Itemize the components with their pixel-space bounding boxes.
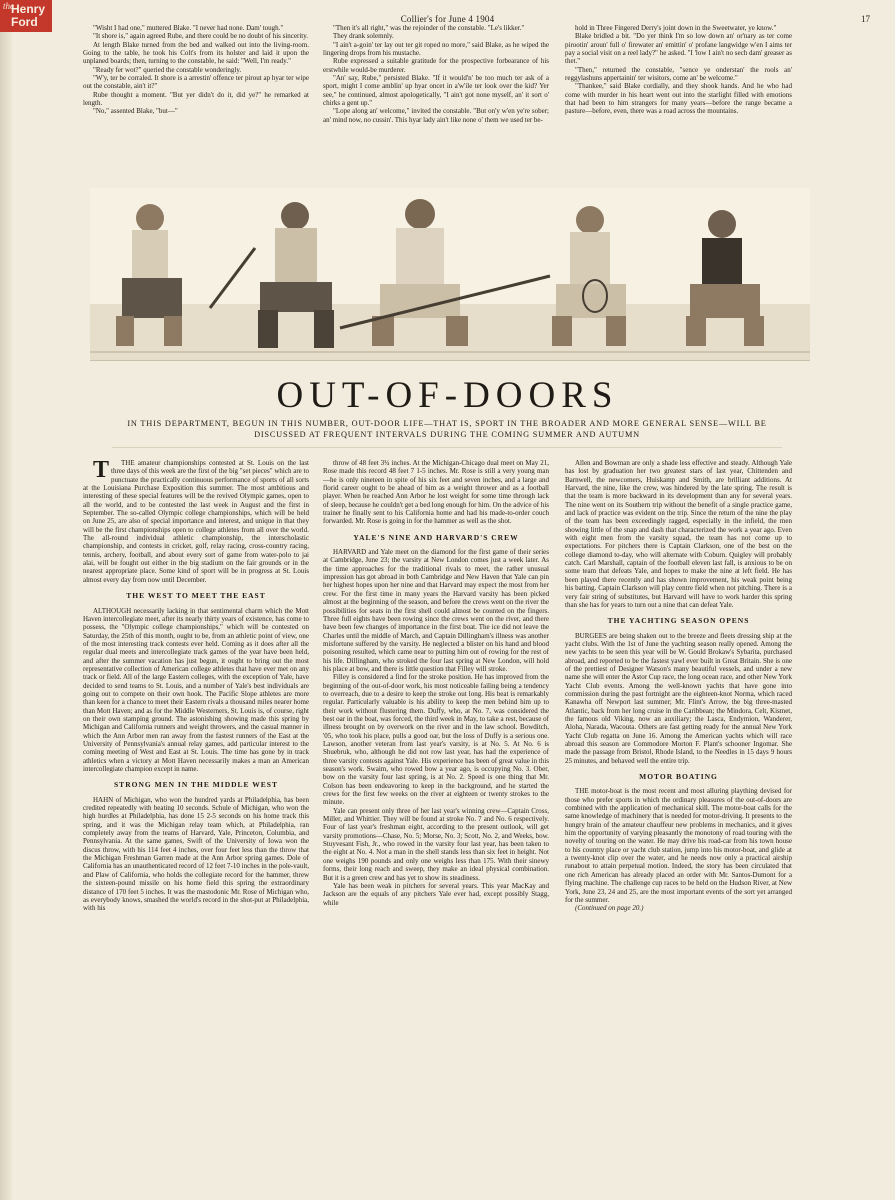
story-paragraph: "W'y, ter be corraled. It shore is a arrestin' offence ter pirout ap hyar ter wipe out the constable, ain't it?" — [83, 74, 309, 91]
story-paragraph: "Lope along an' welcome," invited the constable. "But on'y w'en ye're sober; an' mind now, no cussin'. This hyar lady ain't like none o' them we used ter be- — [323, 107, 549, 124]
article-heading: YALE'S NINE AND HARVARD'S CREW — [353, 532, 519, 542]
drop-cap-letter: T — [93, 459, 110, 483]
story-column-1 — [83, 24, 309, 190]
story-paragraph: "Wisht I had one," muttered Blake. "I never had none. Dam' tough." — [93, 24, 284, 32]
story-column-3 — [565, 24, 792, 190]
article-paragraph: BURGEES are being shaken out to the breeze and fleets dressing ship at the yacht clubs. With the 1st of June the yachting season really opened. Among the new yachts to be seen this year will be W. Gould Brokaw's Sybarita, purchased abroad, and reported to be the fastest yawl ever built in Great Britain. She is one of the prettiest of Designer Watson's many beautiful vessels, and under a new name she will enter the Astor Cup race, the long ocean race, and other New York Yacht Club events. Among the well-known yachts that have gone into commission during the past fortnight are the eighteen-knot Norma, which raced Kanawha off Newport last summer; Mr. Flint's Arrow, the big three-masted Atlantic, back from her long cruise in the Caribbean; the Mindora, Celt, Kismet, the famous old Viking, now an auxiliary; the Lasca, Endymion, Wanderer, Aloha, Narada, Wacouta. Others are fast getting ready for the annual New York Yacht Club regatta on June 16. Among the American yachts which will race abroad this season are Commodore Morton F. Plant's schooner Ingomar. She made the passage from Bristol, Rhode Island, to the Needles in 15 days 9 hours 25 minutes, and behaved well the entire trip. — [565, 631, 792, 765]
story-paragraph: "No," assented Blake, "but—" — [93, 107, 178, 116]
article-heading: THE YACHTING SEASON OPENS — [607, 616, 750, 626]
story-paragraph: "Then it's all right," was the rejoinder of the constable. "Le's likker." — [333, 24, 525, 32]
article-heading: THE WEST TO MEET THE EAST — [126, 591, 266, 601]
article-paragraph: throw of 48 feet 3¾ inches. At the Michigan-Chicago dual meet on May 21, Rose made this record 48 feet 7 1-5 inches. Mr. Rose is still a very young man—he is only nineteen in spite of his six feet and seven inches, and a large and florid career ought to be ahead of him as a weight thrower and as a football player. When he reached Ann Arbor he lost weight for some time through lack of sleep, because he couldn't get a bed long enough for him. On the advice of his trainer he finally sent to his California home and had his made-to-order couch forwarded. Mr. Rose is going in for the hammer as well as the shot. — [323, 459, 549, 526]
article-paragraph: Yale can present only three of her last year's winning crew—Captain Cross, Miller, and Whittier. They will be found at stroke No. 7 and No. 6 respectively. Four of last year's freshman eight, according to the present outlook, will get varsity promotions—Chase, No. 5; Morse, No. 3; Scott, No. 2, and Weeks, bow. Stuyvesant Fish, Jr., who rowed in the varsity four last year, has been taken to the eight at No. 4. Not a man in the shell stands less than six feet in height. Not one weighs 190 pounds and only one weighs less than 175. With their sinewy forms, their long reach and sweep, they make an ideal physical combination. But it is a green crew and has yet to show its steadiness. — [323, 806, 549, 882]
article-column-3 — [565, 459, 792, 1109]
article-paragraph: Yale has been weak in pitchers for several years. This year MacKay and Jackson are the equals of any pitchers Yale ever had, except possibly Stagg, while — [323, 881, 549, 907]
story-paragraph: "An' say, Rube," persisted Blake. "If it would'n' be too much ter ask of a sport, might I come amblin' up hyar oncet in a'w'ile ter look over the kid? Yer see," he continued, almost apologetically, "I ain't got none myself, an' it sort o' chirks a gent up." — [323, 74, 549, 108]
article-paragraph: ALTHOUGH necessarily lacking in that sentimental charm which the Mott Haven intercollegiate meet, after its nearly thirty years of existence, has come to possess, the "Olympic college championships," which will be contested on Saturday, the 25th of this month, ought to be, from an athletic point of view, one of the most interesting track contests ever held. Coming as it does after all the regular dual meets and intercollegiate track games of the year have been held, and after the summer vacation has just begun, it ought to bring out the most representative collection of American college athletes that have ever met on any track or field. All of the large Eastern colleges, with the exception of Yale, have decided to send teams to St. Louis, and a number of Yale's best individuals are going out to compete on their own hook. The Pacific Slope athletes are more than keen for a chance to meet their Eastern rivals a thousand miles nearer home than Mott Haven; and as for the Middle Westerners, St. Louis is, of course, right on their own stamping ground. The astonishing showing made this spring by Michigan and California runners and weight throwers, and the casual manner in which the Ann Arbor men ran away from the fastest runners of the East at the University of Pennsylvania's annual relay games, add particular interest to the coming meeting of West and East at St. Louis. The time has gone by in track athletics when a victory at Mott Haven necessarily makes a man an American intercollegiate champion except in name. — [83, 606, 309, 774]
story-paragraph: At length Blake turned from the bed and walked out into the living-room. Going to the table, he took his Colt's from its holster and laid it upon the unplaned boards; then, turning to the constable, he said: "Well, I'm ready." — [83, 40, 309, 66]
story-paragraph: "Thankee," said Blake cordially, and they shook hands. And he who had come with murder in his heart went out into the starlight filled with emotions that had been to him strangers for many years—before the range became a pasture—before, even, there was a road across the mountains. — [565, 82, 792, 116]
athletes-drawing — [90, 188, 810, 360]
publication-title: Collier's for June 4 1904 — [400, 14, 495, 24]
story-paragraph: "Ready fer wot?" queried the constable wonderingly. — [93, 65, 242, 74]
story-paragraph: Blake bridled a bit. "Do yer think I'm so low down an' or'nary as ter come pirootin' aroun' full o' firewater an' emittin' o' profane langwidge w'en I aims ter pay a social visit on a reel lady?" he asked. "I 'low I ain't no sech dam' greaser as thet." — [565, 32, 792, 66]
story-paragraph: "Then," returned the constable, "sence ye onderstan' the rools an' reggylashuns appertainin' ter wisitors, come an' be welcome." — [565, 65, 792, 83]
article-paragraph: THE motor-boat is the most recent and most alluring plaything devised for those who prefer sports in which the ordinary pleasures of the out-of-doors are combined with the application of mechanical skill. The motor-boat calls for the same knowledge of machinery that is needed for motor-driving. It presents to the hungry brain of the amateur chauffeur new problems in mechanics, and it gives him the opportunity of varying pleasantly the monotony of road touring with the novelty of touring on the water. He may drive his road-car from his town house to his country place or yacht club station, jump into his motor-boat, and glide at a twenty-knot clip over the water, and he needs now only a practical airship runabout to attain perpetual motion. Indeed, the story has been circulated that one rich American has already placed an order with Mr. Santos-Dumont for a flying machine. The challenge cup races to be held on the Hudson River, at New York, June 23, 24 and 25, are the most important events of the sort yet arranged for the summer. — [565, 787, 792, 904]
article-column-2 — [323, 459, 549, 1109]
article-heading: MOTOR BOATING — [639, 772, 718, 782]
article-column-1 — [83, 459, 309, 1109]
logo-the: the — [3, 1, 14, 11]
article-paragraph: Filley is considered a find for the stroke position. He has improved from the beginning of the out-of-door work, his most noticeable failing being a tendency to overreach, due to a desire to keep the stroke out long. His beat is remarkably regular. Particularly valuable is his ability to keep the men behind him up to their work without flustering them. Duffy, who, at No. 7, was considered the best oar in the boat, was forced, the third week in May, to take a rest, because of illness brought on by overwork on the river and in the law school. Bowditch, '05, who took his place, pulls a good oar, but the loss of Duffy is a serious one. Lawson, another veteran from last year's varsity, is at No. 5. At No. 6 is Shuebruk, who, although he did not row last year, has had the experience of three varsity contests against Yale. His experience has been of great value in this season's work. Swaim, who rowed bow a year ago, is occupying No. 3. Ober, bow on the varsity four last spring, is at No. 2. Speed is one thing that Mr. Colson has been endeavoring to keep in the background, and he started the crews for the first few weeks on the river at eighteen or twenty strokes to the minute. — [323, 673, 549, 807]
story-paragraph: hold in Three Fingered Derry's joint down in the Sweetwater, ye know." — [575, 24, 777, 32]
article-paragraph: Allen and Bowman are only a shade less effective and steady. Although Yale has lost by graduation her two greatest stars of last year, Chittenden and Barnwell, the newcomers, Huiskamp and Smith, are brilliant additions. At Harvard, the nine, like the crew, was hindered by the late spring. The result is that the team is more backward in its development than any for several years. The nine went on its Southern trip without the benefit of a single practice game, and lack of practice was evident on the trip. Since the return of the nine the play of the team has been exceedingly ragged, especially in the infield, the men showing little of the snap and dash that characterized the work a year ago. Even with eight men from the varsity squad, the team has not come up to expectations. For pitchers there is Captain Clarkson, one of the best on the college diamond to-day, who will alternate with Coburn. Quigley will probably catch. Carl Marshall, captain of the football eleven last fall, is anxious to be on some team that defeats Yale, and hopes to make the nine at left field. He has been played there recently and has shown improvement, his weak point being his batting. Captain Clarkson will play centre field when not pitching. There is a very fair string of substitutes, but Harvard will have to work harder this spring than she has for years to turn out a nine that can defeat Yale. — [565, 459, 792, 609]
intro-text: THE amateur championships contested at St. Louis on the last three days of this week are the first of the big "set pieces" which are to punctuate the practically continuous performance of sports of all sorts at the Louisiana Purchase Exposition this summer. The most ambitious and interesting of these special features will be the revived Olympic games, open to all the world, and to be contested the last week in August and the first in September. The so-called Olympic college championships, which will be held on June 25, are also of special importance and interest, and unique in that they will be the first championships open to college athletes from all over the world. The all-round individual athletic championship, the interscholastic championship, and contests in cricket, golf, relay racing, cross-country racing, tennis, archery, football, and about every sort of game from water-polo to jai alai, will be fought out either in the big stadium on the fair grounds or in the nearest appropriate place. Some kind of sport will be in progress at St. Louis almost every day from now until December. — [83, 459, 309, 584]
article-paragraph: HARVARD and Yale meet on the diamond for the first game of their series at Cambridge, June 23; the varsity at New London comes just a week later. As the time approaches for the traditional rivals to meet, the rather unusual impression has got abroad in both Cambridge and New Haven that Yale can pin her highest hopes upon her nine and that Harvard may expect the most from her crew. For the first time in many years the Harvard varsity has been picked almost at the beginning of the season, and before the crews went on the river the possibilities for seats in the first shell could almost be counted on the fingers. Three full eights have been rowing since the crews went on the river, and there have been few changes of importance in the first boat. The ice did not leave the Charles until the middle of March, and Captain Dillingham's illness was another misfortune suffered by the varsity. He neglected a blister on his hand and blood poisoning resulted, which came near to putting him out of rowing for the rest of his life. Dillingham, who stroked the four last spring at New London, will hold his place at bow, and there is little question that Filley will stroke. — [323, 548, 549, 673]
intro-paragraph — [83, 459, 309, 584]
divider-rule — [112, 447, 782, 448]
story-paragraph: "It shore is," again agreed Rube, and there could be no doubt of his sincerity. — [93, 32, 309, 41]
story-column-2 — [323, 24, 549, 190]
story-paragraph: They drank solemnly. — [333, 32, 394, 41]
athletes-illustration — [90, 188, 810, 361]
story-paragraph: Rube expressed a suitable gratitude for the prospective forbearance of his erstwhile would-be murderer. — [323, 57, 549, 74]
section-subtitle: IN THIS DEPARTMENT, BEGUN IN THIS NUMBER, OUT-DOOR LIFE—THAT IS, SPORT IN THE BROADER AND MORE GENERAL SENSE—WILL BE DISCUSSED AT FREQUENT INTERVALS DURING THE COMING SUMMER AND AUTUMN — [127, 419, 767, 439]
page-number: 17 — [861, 14, 870, 24]
article-paragraph: HAHN of Michigan, who won the hundred yards at Philadelphia, has been credited repeatedly with beating 10 seconds. Schule of Michigan, who won the high hurdles at Philadelphia, has done 15 2-5 seconds on his home track this spring, and it was the Michigan relay team which, at Philadelphia, ran completely away from the teams of Harvard, Yale, Princeton, Columbia, and Pennsylvania. At the same games, Swift of the University of Iowa won the discus throw, with his 114 feet 4 inches, over four feet less than the throw that the Michigan Freshman Garren made at the Ann Arbor spring games. Dole of California has an unauthenticated record of 12 feet 7-10 inches in the pole-vault, and Plaw of California, who holds the collegiate record for the hammer, threw the sixteen-pound missile on his home field this spring the extraordinary distance of 170 feet 5 inches. It was the mastodonic Mr. Rose of Michigan who, as everybody knows, smashed the world's record in the shot-put at Philadelphia, with his — [83, 795, 309, 913]
story-paragraph: Rube thought a moment. "But yer didn't do it, did ye?" he remarked at length. — [83, 90, 309, 108]
story-paragraph: "I ain't a-goin' ter lay out ter git roped no more," said Blake, as he wiped the lingering drops from his mustache. — [323, 40, 549, 58]
article-heading: STRONG MEN IN THE MIDDLE WEST — [114, 780, 278, 790]
page-binding-edge — [0, 0, 12, 1200]
logo-name: Henry Ford — [11, 2, 46, 29]
section-title: OUT-OF-DOORS — [276, 375, 619, 416]
continued-note: (Continued on page 20.) — [575, 904, 644, 913]
